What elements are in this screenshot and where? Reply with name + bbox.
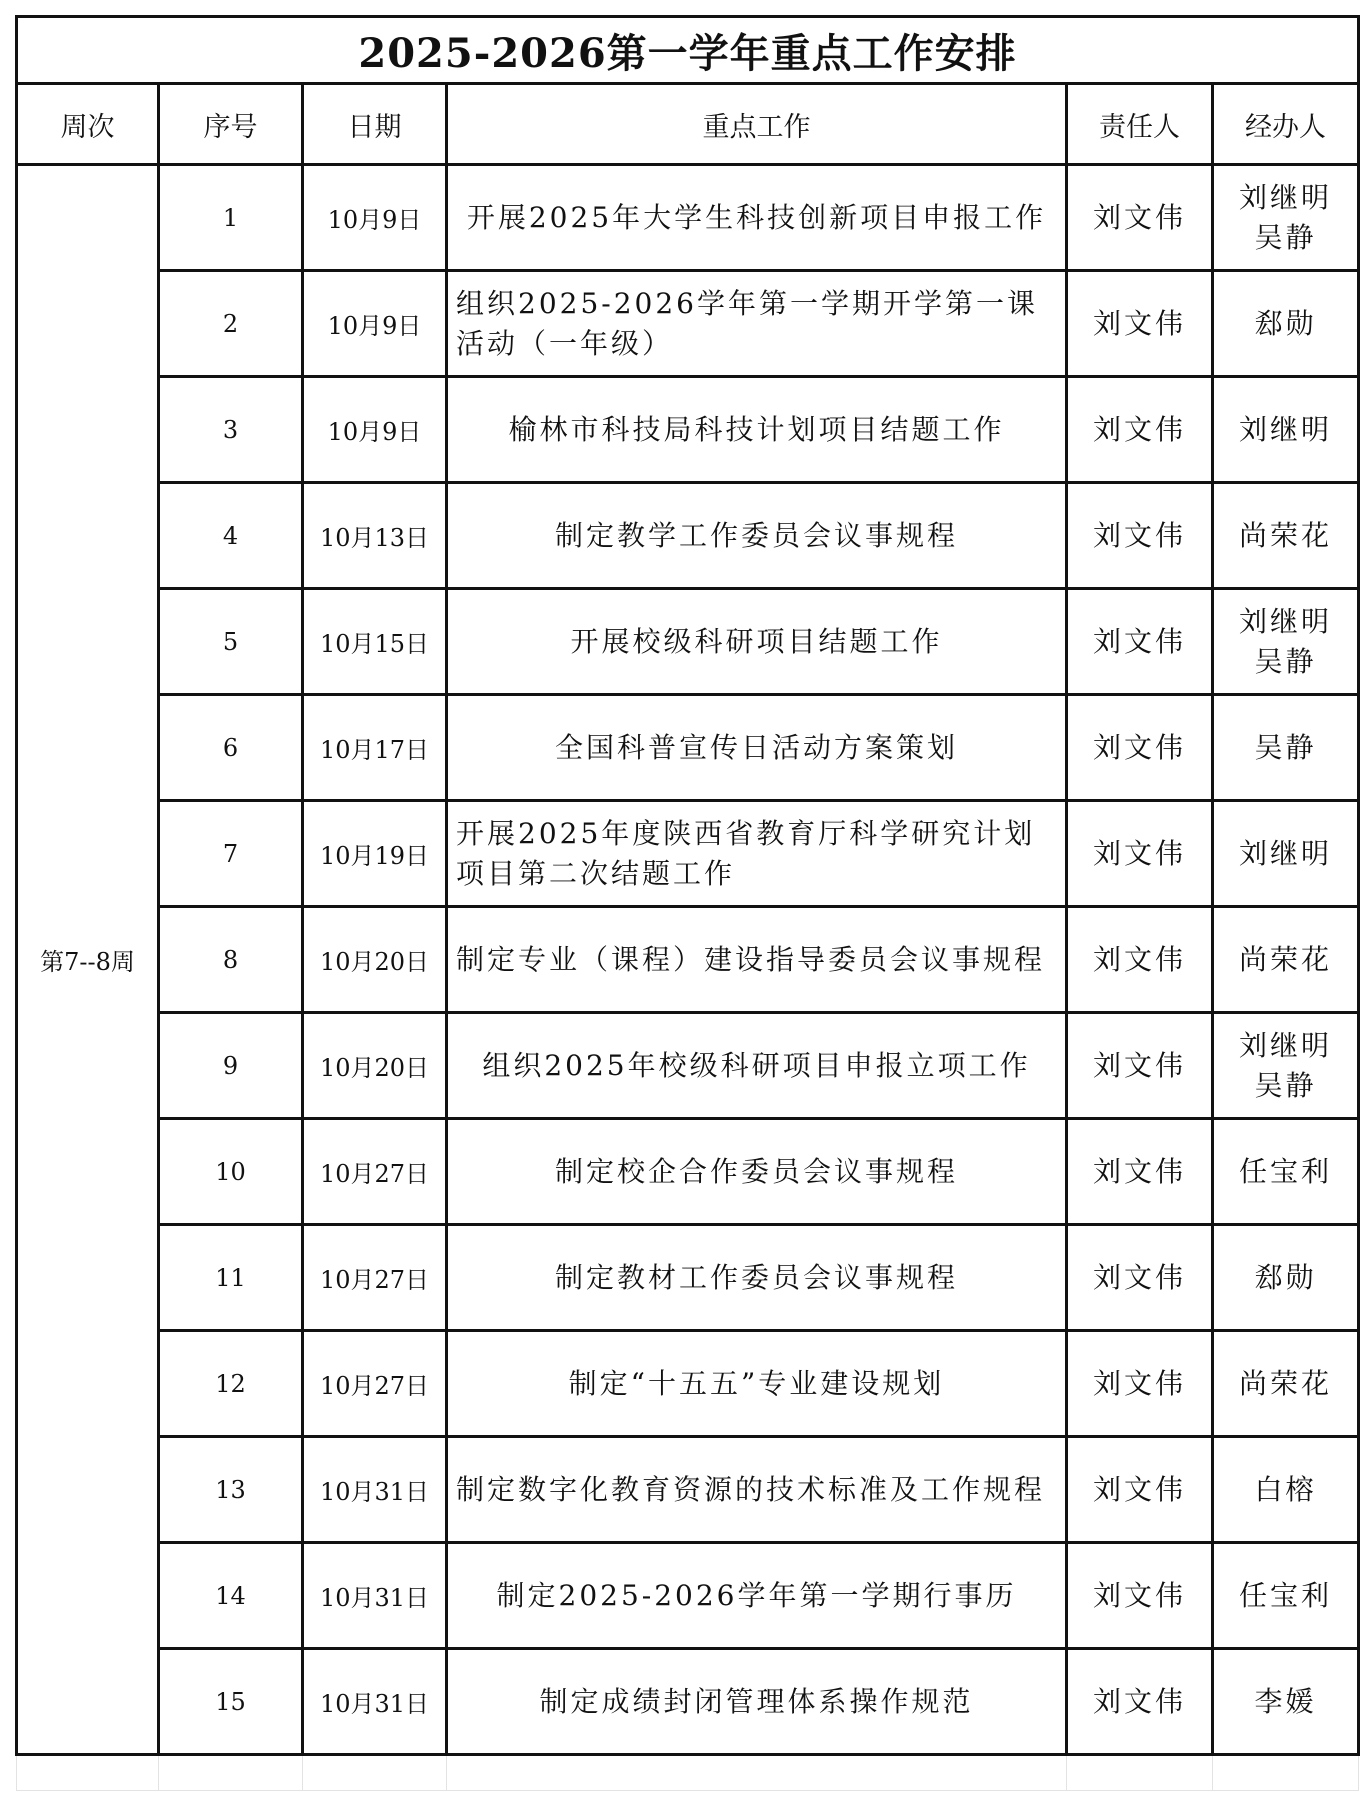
handler-cell: 郄勋 — [1213, 271, 1359, 377]
table-row — [17, 377, 1359, 483]
date-cell: 10月20日 — [303, 1013, 447, 1119]
seq-cell: 4 — [159, 483, 303, 589]
task-cell: 制定成绩封闭管理体系操作规范 — [447, 1649, 1067, 1755]
header-task: 重点工作 — [447, 84, 1067, 165]
seq-cell: 9 — [159, 1013, 303, 1119]
owner-cell: 刘文伟 — [1067, 589, 1213, 695]
task-cell: 开展2025年度陕西省教育厅科学研究计划项目第二次结题工作 — [447, 801, 1067, 907]
owner-cell: 刘文伟 — [1067, 801, 1213, 907]
task-cell: 制定教材工作委员会议事规程 — [447, 1225, 1067, 1331]
handler-cell: 刘继明 吴静 — [1213, 589, 1359, 695]
date-cell: 10月13日 — [303, 483, 447, 589]
table-row — [17, 1543, 1359, 1649]
header-handler: 经办人 — [1213, 84, 1359, 165]
handler-cell: 白榕 — [1213, 1437, 1359, 1543]
header-week: 周次 — [17, 84, 159, 165]
seq-cell: 5 — [159, 589, 303, 695]
date-cell: 10月31日 — [303, 1437, 447, 1543]
header-row — [17, 84, 1359, 165]
date-cell: 10月31日 — [303, 1543, 447, 1649]
handler-cell: 任宝利 — [1213, 1543, 1359, 1649]
schedule-sheet — [15, 15, 1357, 1791]
empty-cell — [447, 1755, 1067, 1791]
seq-cell: 14 — [159, 1543, 303, 1649]
table-row — [17, 1119, 1359, 1225]
owner-cell: 刘文伟 — [1067, 1437, 1213, 1543]
owner-cell: 刘文伟 — [1067, 907, 1213, 1013]
empty-cell — [1067, 1755, 1213, 1791]
table-row — [17, 589, 1359, 695]
seq-cell: 2 — [159, 271, 303, 377]
task-cell: 制定2025-2026学年第一学期行事历 — [447, 1543, 1067, 1649]
task-cell: 榆林市科技局科技计划项目结题工作 — [447, 377, 1067, 483]
task-cell: 制定校企合作委员会议事规程 — [447, 1119, 1067, 1225]
handler-cell: 刘继明 吴静 — [1213, 165, 1359, 271]
date-cell: 10月31日 — [303, 1649, 447, 1755]
header-date: 日期 — [303, 84, 447, 165]
table-row — [17, 483, 1359, 589]
handler-cell: 刘继明 — [1213, 377, 1359, 483]
date-cell: 10月9日 — [303, 271, 447, 377]
task-cell: 制定“十五五”专业建设规划 — [447, 1331, 1067, 1437]
handler-cell: 尚荣花 — [1213, 483, 1359, 589]
seq-cell: 3 — [159, 377, 303, 483]
seq-cell: 11 — [159, 1225, 303, 1331]
task-cell: 开展2025年大学生科技创新项目申报工作 — [447, 165, 1067, 271]
seq-cell: 7 — [159, 801, 303, 907]
owner-cell: 刘文伟 — [1067, 1225, 1213, 1331]
header-seq: 序号 — [159, 84, 303, 165]
owner-cell: 刘文伟 — [1067, 1649, 1213, 1755]
empty-cell — [303, 1755, 447, 1791]
task-cell: 全国科普宣传日活动方案策划 — [447, 695, 1067, 801]
handler-cell: 尚荣花 — [1213, 907, 1359, 1013]
owner-cell: 刘文伟 — [1067, 1543, 1213, 1649]
owner-cell: 刘文伟 — [1067, 483, 1213, 589]
empty-cell — [17, 1755, 159, 1791]
empty-cell — [159, 1755, 303, 1791]
task-cell: 开展校级科研项目结题工作 — [447, 589, 1067, 695]
handler-cell: 刘继明 吴静 — [1213, 1013, 1359, 1119]
seq-cell: 1 — [159, 165, 303, 271]
empty-cell — [1213, 1755, 1359, 1791]
table-row — [17, 1649, 1359, 1755]
handler-cell: 尚荣花 — [1213, 1331, 1359, 1437]
table-body — [17, 165, 1359, 1791]
owner-cell: 刘文伟 — [1067, 1119, 1213, 1225]
handler-cell: 郄勋 — [1213, 1225, 1359, 1331]
handler-cell: 任宝利 — [1213, 1119, 1359, 1225]
week-cell: 第7--8周 — [17, 165, 159, 1755]
task-cell: 制定数字化教育资源的技术标准及工作规程 — [447, 1437, 1067, 1543]
seq-cell: 10 — [159, 1119, 303, 1225]
seq-cell: 6 — [159, 695, 303, 801]
date-cell: 10月15日 — [303, 589, 447, 695]
seq-cell: 15 — [159, 1649, 303, 1755]
table-row — [17, 1013, 1359, 1119]
owner-cell: 刘文伟 — [1067, 271, 1213, 377]
date-cell: 10月9日 — [303, 377, 447, 483]
table-row — [17, 165, 1359, 271]
owner-cell: 刘文伟 — [1067, 1013, 1213, 1119]
date-cell: 10月20日 — [303, 907, 447, 1013]
table-row — [17, 271, 1359, 377]
seq-cell: 13 — [159, 1437, 303, 1543]
table-title: 2025-2026第一学年重点工作安排 — [17, 17, 1359, 84]
schedule-table — [15, 15, 1360, 1791]
owner-cell: 刘文伟 — [1067, 165, 1213, 271]
owner-cell: 刘文伟 — [1067, 695, 1213, 801]
date-cell: 10月27日 — [303, 1119, 447, 1225]
handler-cell: 李媛 — [1213, 1649, 1359, 1755]
date-cell: 10月17日 — [303, 695, 447, 801]
header-owner: 责任人 — [1067, 84, 1213, 165]
date-cell: 10月19日 — [303, 801, 447, 907]
task-cell: 制定教学工作委员会议事规程 — [447, 483, 1067, 589]
empty-grid-row — [17, 1755, 1359, 1791]
table-row — [17, 1331, 1359, 1437]
handler-cell: 刘继明 — [1213, 801, 1359, 907]
handler-cell: 吴静 — [1213, 695, 1359, 801]
seq-cell: 12 — [159, 1331, 303, 1437]
owner-cell: 刘文伟 — [1067, 1331, 1213, 1437]
table-row — [17, 1225, 1359, 1331]
table-row — [17, 907, 1359, 1013]
task-cell: 组织2025年校级科研项目申报立项工作 — [447, 1013, 1067, 1119]
date-cell: 10月27日 — [303, 1225, 447, 1331]
owner-cell: 刘文伟 — [1067, 377, 1213, 483]
date-cell: 10月27日 — [303, 1331, 447, 1437]
date-cell: 10月9日 — [303, 165, 447, 271]
table-row — [17, 695, 1359, 801]
table-row — [17, 1437, 1359, 1543]
seq-cell: 8 — [159, 907, 303, 1013]
table-row — [17, 801, 1359, 907]
task-cell: 组织2025-2026学年第一学期开学第一课活动（一年级） — [447, 271, 1067, 377]
task-cell: 制定专业（课程）建设指导委员会议事规程 — [447, 907, 1067, 1013]
